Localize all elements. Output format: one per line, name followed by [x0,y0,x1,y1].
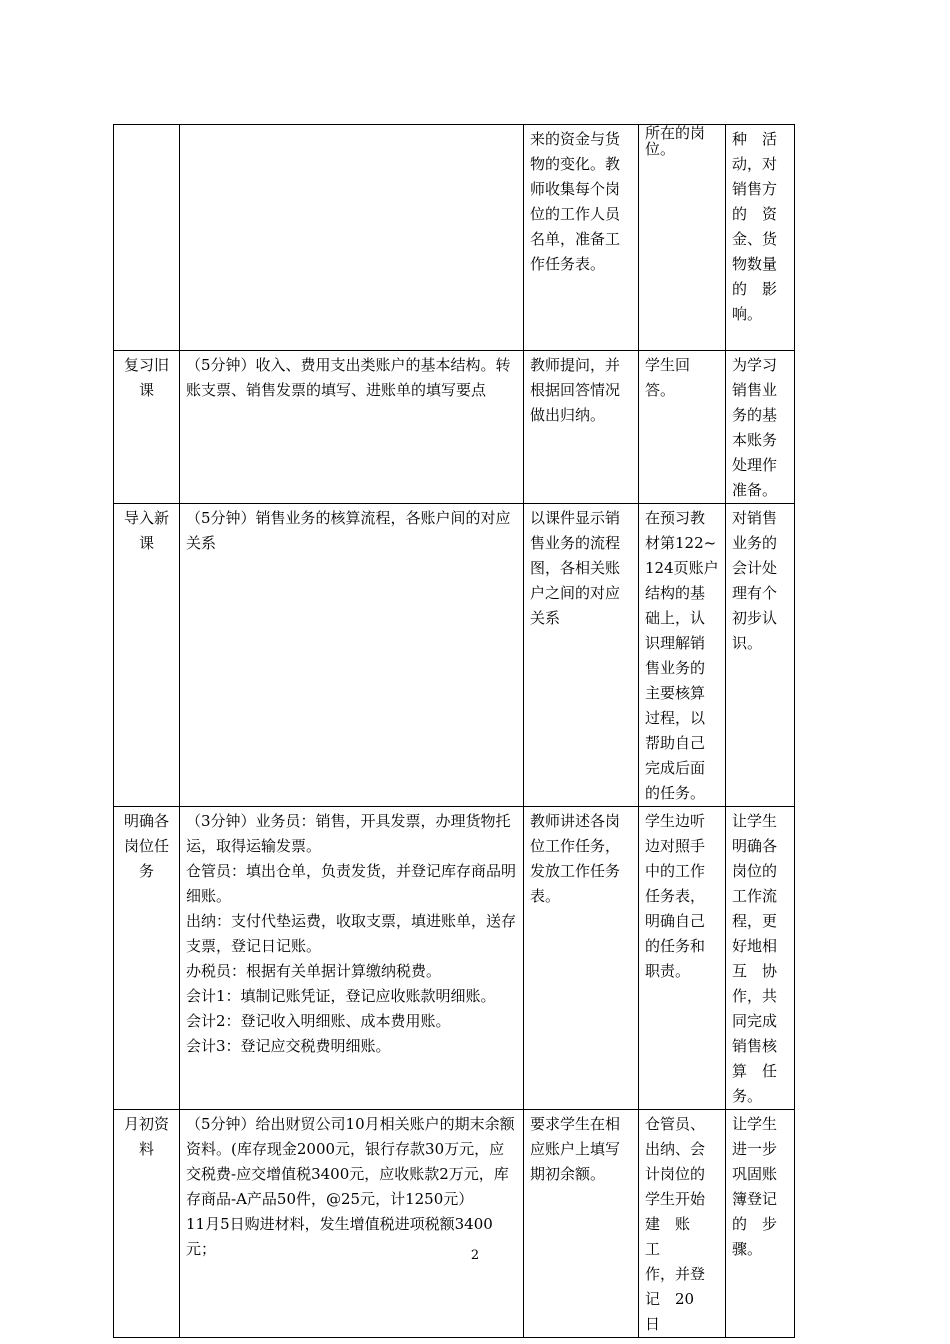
table-row [114,351,795,504]
purpose-line: 响。 [732,305,763,323]
content-cell [180,125,524,351]
purpose-line: 互 协 [732,962,778,980]
purpose-line: 销售核 [732,1037,778,1055]
page-number: 2 [470,1248,480,1263]
purpose-line: 业务的 [732,534,778,552]
purpose-line: 会计处 [732,559,778,577]
content-line: 仓管员：填出仓单，负责发货，并登记库存商品明细账。 [186,862,517,905]
student-line: 计岗位的 [645,1165,706,1183]
stage-label-cell: 导入新课 [114,504,180,807]
purpose-line: 初步认 [732,609,778,627]
student-line: 出纳、会 [645,1140,706,1158]
table-row [114,1110,795,1338]
purpose-cell [726,1110,795,1338]
purpose-cell [726,125,795,351]
table-row [114,125,795,351]
student-activity-cell [639,807,726,1110]
purpose-line: 的 资 [732,205,778,223]
content-line: 办税员：根据有关单据计算缴纳税费。 [186,962,442,980]
student-line: 作，并登 [645,1265,706,1283]
purpose-line: 簿登记 [732,1190,778,1208]
purpose-line: 识。 [732,634,763,652]
stage-label-cell [114,125,180,351]
teacher-activity-cell: 以课件显示销售业务的流程图，各相关账户之间的对应关系 [524,504,639,807]
purpose-line: 好地相 [732,937,778,955]
purpose-line: 岗位的 [732,862,778,880]
purpose-line: 务。 [732,1087,763,1105]
purpose-line: 务的基 [732,406,778,424]
student-line: 学生开始 [645,1190,706,1208]
student-line: 任务表， [645,887,706,905]
student-line: 仓管员、 [645,1115,706,1133]
content-line: 会计1：填制记账凭证，登记应收账款明细账。 [186,987,496,1005]
purpose-line: 的 影 [732,280,778,298]
student-line: 边对照手 [645,837,706,855]
student-line: 记 20 日 [645,1290,710,1333]
teacher-activity-cell: 教师讲述各岗位工作任务，发放工作任务表。 [524,807,639,1110]
student-line: 明确自己 [645,912,706,930]
student-activity-cell: 在预习教材第122~124页账户结构的基础上，认识理解销售业务的主要核算过程，以帮助自己完成后面的任务。 [639,504,726,807]
content-cell [180,807,524,1110]
purpose-line: 骤。 [732,1240,763,1258]
purpose-line: 种 活 [732,130,778,148]
purpose-line: 为学习 [732,356,778,374]
table-row [114,807,795,1110]
stage-label-cell: 复习旧课 [114,351,180,504]
teacher-activity-cell: 教师提问，并根据回答情况做出归纳。 [524,351,639,504]
purpose-line: 本账务 [732,431,778,449]
purpose-cell [726,504,795,807]
content-line: （5分钟）给出财贸公司10月相关账户的期末余额资料。(库存现金2000元，银行存款30万元，应交税费-应交增值税3400元，应收账款2万元，库存商品-A产品50件，@25元，计1250元） [186,1115,515,1208]
purpose-line: 准备。 [732,481,778,499]
purpose-line: 进一步 [732,1140,778,1158]
student-line: 的任务和 [645,937,706,955]
student-line: 学生边听 [645,812,706,830]
purpose-line: 同完成 [732,1012,778,1030]
purpose-line: 工作流 [732,887,778,905]
content-line: 会计2：登记收入明细账、成本费用账。 [186,1012,451,1030]
purpose-line: 的 步 [732,1215,778,1233]
content-line: （3分钟）业务员：销售，开具发票，办理货物托运，取得运输发票。 [186,812,511,855]
purpose-line: 金、货 [732,230,778,248]
purpose-cell [726,807,795,1110]
purpose-line: 程，更 [732,912,778,930]
purpose-line: 销售方 [732,180,778,198]
purpose-cell [726,351,795,504]
purpose-line: 处理作 [732,456,778,474]
stage-label-cell: 明确各岗位任务 [114,807,180,1110]
purpose-line: 销售业 [732,381,778,399]
purpose-line: 对销售 [732,509,778,527]
content-cell [180,1110,524,1338]
content-line: 11月5日购进材料，发生增值税进项税额3400元； [186,1215,493,1258]
content-line: 出纳：支付代垫运费，收取支票，填进账单，送存支票，登记日记账。 [186,912,517,955]
purpose-line: 理有个 [732,584,778,602]
student-line: 职责。 [645,962,691,980]
purpose-line: 作，共 [732,987,778,1005]
purpose-line: 算 任 [732,1062,778,1080]
content-cell: （5分钟）销售业务的核算流程，各账户间的对应关系 [180,504,524,807]
lesson-plan-table [113,124,795,1338]
student-activity-cell: 学生回答。 [639,351,726,504]
student-activity-cell: 所在的岗位。 [639,125,726,351]
student-line: 建 账 工 [645,1215,706,1258]
purpose-line: 让学生 [732,812,778,830]
purpose-line: 让学生 [732,1115,778,1133]
teacher-activity-cell: 来的资金与货物的变化。教师收集每个岗位的工作人员名单，准备工作任务表。 [524,125,639,351]
teacher-activity-cell: 要求学生在相应账户上填写期初余额。 [524,1110,639,1338]
stage-label-cell: 月初资料 [114,1110,180,1338]
purpose-line: 巩固账 [732,1165,778,1183]
student-line: 中的工作 [645,862,706,880]
content-line: 会计3：登记应交税费明细账。 [186,1037,391,1055]
content-cell: （5分钟）收入、费用支出类账户的基本结构。转账支票、销售发票的填写、进账单的填写要点 [180,351,524,504]
table-row [114,504,795,807]
purpose-line: 动，对 [732,155,778,173]
student-activity-cell [639,1110,726,1338]
purpose-line: 物数量 [732,255,778,273]
purpose-line: 明确各 [732,837,778,855]
